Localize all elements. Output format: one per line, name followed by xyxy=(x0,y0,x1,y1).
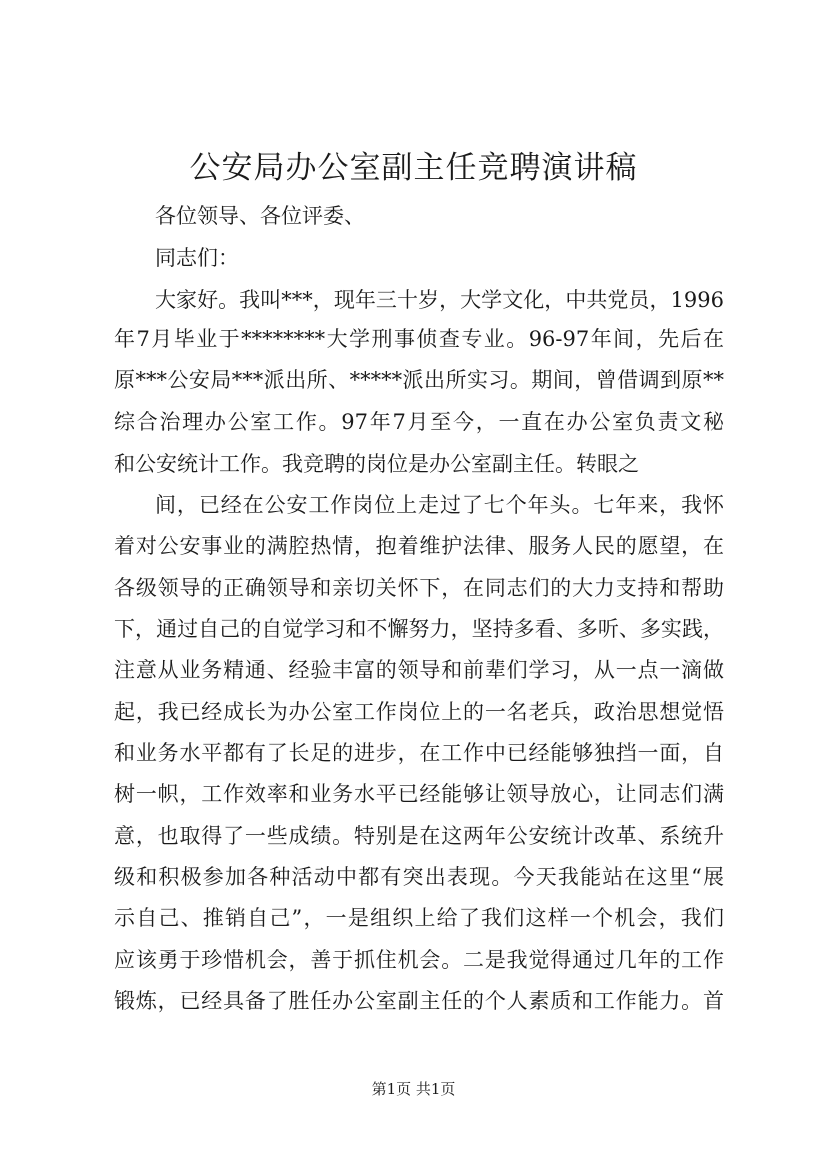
paragraph-line: 应该勇于珍惜机会，善于抓住机会。二是我觉得通过几年的工作 xyxy=(114,948,724,972)
paragraph-line: 级和积极参加各种活动中都有突出表现。今天我能站在这里“展 xyxy=(114,865,724,889)
paragraph-line: 间，已经在公安工作岗位上走过了七个年头。七年来，我怀 xyxy=(155,493,724,517)
paragraph-line: 各级领导的正确领导和亲切关怀下，在同志们的大力支持和帮助 xyxy=(114,576,724,600)
paragraph-line: 综合治理办公室工作。97年7月至今，一直在办公室负责文秘 xyxy=(114,410,724,434)
paragraph-line: 年7月毕业于********大学刑事侦查专业。96-97年间，先后在 xyxy=(114,327,724,351)
paragraph-line: 注意从业务精通、经验丰富的领导和前辈们学习，从一点一滴做 xyxy=(114,658,724,682)
paragraph-line: 和公安统计工作。我竞聘的岗位是办公室副主任。转眼之 xyxy=(114,452,639,476)
salutation-line: 同志们： xyxy=(155,246,239,270)
paragraph-line: 起，我已经成长为办公室工作岗位上的一名老兵，政治思想觉悟 xyxy=(114,700,724,724)
paragraph-line: 意，也取得了一些成绩。特别是在这两年公安统计改革、系统升 xyxy=(114,824,724,848)
paragraph-line: 示自己、推销自己”，一是组织上给了我们这样一个机会，我们 xyxy=(114,906,724,930)
paragraph-line: 下，通过自己的自觉学习和不懈努力，坚持多看、多听、多实践， xyxy=(114,617,724,641)
paragraph-line: 和业务水平都有了长足的进步，在工作中已经能够独挡一面，自 xyxy=(114,741,724,765)
salutation-line: 各位领导、各位评委、 xyxy=(155,204,365,228)
document-title: 公安局办公室副主任竞聘演讲稿 xyxy=(189,150,638,186)
paragraph-line: 原***公安局***派出所、*****派出所实习。期间，曾借调到原** xyxy=(114,368,724,392)
paragraph-line: 树一帜，工作效率和业务水平已经能够让领导放心，让同志们满 xyxy=(114,782,724,806)
paragraph-line: 着对公安事业的满腔热情，抱着维护法律、服务人民的愿望，在 xyxy=(114,534,724,558)
paragraph-line: 锻炼，已经具备了胜任办公室副主任的个人素质和工作能力。首 xyxy=(114,989,724,1013)
paragraph-line: 大家好。我叫***，现年三十岁，大学文化，中共党员，1996 xyxy=(155,288,724,312)
page-number-footer: 第1页 共1页 xyxy=(371,1080,456,1098)
